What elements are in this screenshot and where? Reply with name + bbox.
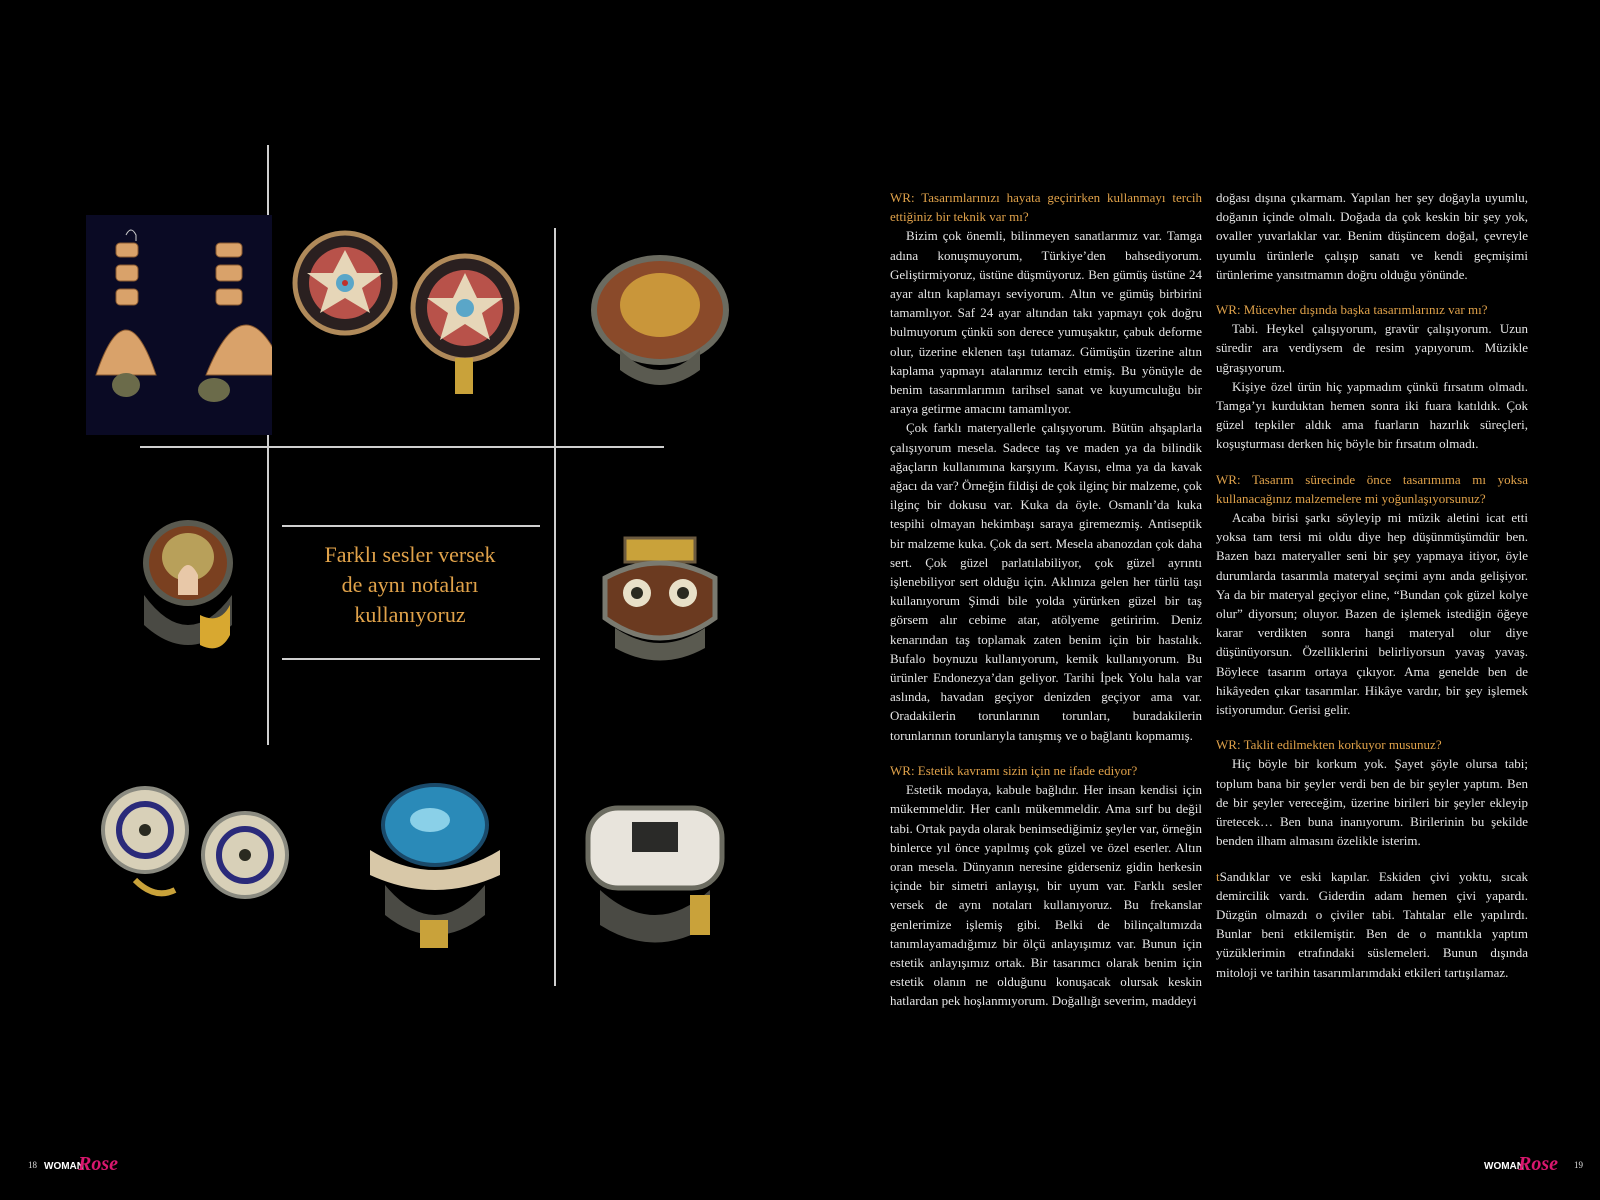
article-column-right <box>1216 188 1528 982</box>
logo-script: Rose <box>78 1153 118 1175</box>
logo-word: WOMAN <box>44 1161 84 1172</box>
paragraph: Tabi. Heykel çalışıyorum, gravür çalışıyorum. Uzun süredir ara verdiysem de resim yapıyorum. Müzikle uğraşıyorum. <box>1216 321 1528 375</box>
paragraph: Estetik modaya, kabule bağlıdır. Her insan kendisi için mükemmeldir. Her canlı mükemmeldir. Ama sırf bu değil tabi. Ortak payda olarak benimsediğimiz şeyler var, örneğin binlerce yıl önce yapılmış çok güzel ve özel eserler. Altın oran mesela. Dünyanın neresine giderseniz gidin herkesin içinde bir simetri anlayışı, bir uyum var. Farklı sesler versek de aynı notaları kullanıyoruz. Bu frekanslar genlerimize işlemiş gibi. Belki de bilinçaltımızda tanımlayamadığımız bir ölçü anlayışımız var. Bunun için estetik anlayışımız ortak. Bir tasarımcı olarak benim için estetik olanın ne olduğunu konuşacak olursak keskin hatlardan pek hoşlanmıyorum. Doğallığı severim, maddeyi <box>890 782 1202 1009</box>
ring-blue-topaz-photo <box>360 775 510 955</box>
paragraph: Çok farklı materyallerle çalışıyorum. Bütün ahşaplarla çalışıyorum mesela. Sadece taş ve maden ya da bilindik ağaçların kullanımına karşıyım. Kayısı, elma ya da kavak ağacı da var? Örneğin fildişi de çok ilginç bir malzeme, çok ilginç bir dokusu var. Kuka da öyle. Osmanlı’da kuka tespihi olmayan hekimbaşı saraya giremezmiş. Antiseptik bir malzeme kuka. Çok da sert. Mesela abanozdan çok daha sert. Çok güzel parlatılabiliyor, çok güzel ayrıntı işlenebiliyor sert olduğu için. Aklınıza gelen her türlü taşı kullanıyorum Şimdi bile yolda yürürken güzel bir taş görsem alır cebime atar, atölyeme getiririm. Deniz kenarından taş toplamak zaten benim için bir hastalık. Bufalo boynuzu kullanıyorum, kemik kullanıyorum. Bu ürünler Endonezya’dan geliyor. Tarihi İpek Yolu hala var aslında, havadan geçiyor denizden geçiyor ama var. Oradakilerin torunlarının torunları, buradakilerin torunlarının torunlarıyla tanışmış ve o bağlantı kopmamış. <box>890 420 1202 743</box>
magazine-logo-right <box>1484 1153 1570 1177</box>
cufflinks-star-photo <box>285 228 530 408</box>
pull-quote-line: Farklı sesler versek <box>324 542 496 567</box>
paragraph: doğası dışına çıkarmam. Yapılan her şey doğayla uyumlu, doğanın içinde olmalı. Doğada da çok keskin bir şey yok, ovaller yuvarlaklar var. Benim düşüncem doğal, çevreyle uyumlu ürünlerle çalışıp sanatı ve kendi geçmişimi ürünlerime yansıtmamın doğru olduğu yönünde. <box>1216 190 1528 282</box>
divider-horizontal-top <box>140 446 664 448</box>
ring-cameo-photo <box>130 515 245 655</box>
interview-question: WR: Mücevher dışında başka tasarımlarınız var mı? <box>1216 302 1488 318</box>
interview-question: WR: Tasarımlarınızı hayata geçirirken kullanmayı tercih ettiğiniz bir teknik var mı? <box>890 190 1202 225</box>
logo-script: Rose <box>1518 1153 1558 1175</box>
paragraph: Kişiye özel ürün hiç yapmadım çünkü fırsatım olmadı. Tamga’yı kurduktan hemen sonra iki fuara katıldık. Çok güzel tepkiler aldık ama fuarların hazırlık süreçleri, koşuşturması derken hiç böyle bir fırsatım olmadı. <box>1216 378 1528 452</box>
paragraph <box>1216 867 1528 982</box>
pull-quote-line: de aynı notaları <box>341 572 479 597</box>
logo-word: WOMAN <box>1484 1161 1524 1172</box>
pull-quote-line: kullanıyoruz <box>354 602 466 627</box>
interview-question: WR: Taklit edilmekten korkuyor musunuz? <box>1216 737 1442 753</box>
magazine-logo-left <box>44 1153 130 1177</box>
ring-white-square-photo <box>580 800 730 950</box>
cufflinks-evil-eye-photo <box>95 785 295 915</box>
ring-owl-photo <box>595 518 725 668</box>
paragraph: Hiç böyle bir korkum yok. Şayet şöyle olursa tabi; toplum bana bir şeyler verdi ben de bir şeyler yaptım. Ben de bir şeyler vereceğim, üzerine birileri bir şeyler ekleyip üretecek… Ben buna inanıyorum. Birilerinin bu şekilde benden ilham almasını özelikle isterim. <box>1216 756 1528 849</box>
quote-rule-top <box>282 525 540 527</box>
paragraph-lead: t <box>1216 868 1220 884</box>
interview-question: WR: Tasarım sürecinde önce tasarımıma mı yoksa kullanacağınız malzemelere mi yoğunlaşıyorsunuz? <box>1216 471 1528 506</box>
paragraph-text: Sandıklar ve eski kapılar. Eskiden çivi yoktu, sıcak demircilik vardı. Giderdin adam hemen çivi yapardı. Düzgün olmazdı o çiviler tabi. Tahtalar elle yapılırdı. Bunlar beni etkilemiştir. Ben de o mantıkla yaptım yüzüklerimin etrafındaki süslemeleri. Bunun dışında mitoloji ve tarihin tasarımlarımdaki etkileri tartışılamaz. <box>1216 868 1528 980</box>
page-number-left: 18 <box>28 1160 37 1170</box>
pull-quote <box>290 540 530 630</box>
interview-question: WR: Estetik kavramı sizin için ne ifade ediyor? <box>890 762 1138 778</box>
paragraph: Acaba birisi şarkı söyleyip mi müzik aletini icat etti yoksa tam tersi mi oldu diye hep düşünmüşümdür ben. Bazen bazı materyaller seni bir şey yapmaya itiyor, öyle durumlarda tasarımla materyal seçimi aynı anda gelişiyor. Ya da bir materyal geçiyor eline, “Bundan çok güzel kolye olur” diyorsun; oluyor. Bazen de işlemek istediğin öğeye karar verdikten sonra hangi materyal olur diye düşünüyorsun. Özelliklerini belirliyorsun yavaş yavaş. Böylece tasarım ortaya çıkıyor. Ama genelde ben de hikâyeden çıkar tasarımlar. Hikâye vardır, bir şey işlemek istiyorumdur. Gerisi gelir. <box>1216 510 1528 718</box>
paragraph: Bizim çok önemli, bilinmeyen sanatlarımız var. Tamga adına konuşmuyorum, Türkiye’den bahsediyorum. Geliştirmiyoruz, üstüne düşmüyoruz. Ben gümüş üstüne 24 ayar altın kaplamayı seviyorum. Altın ve gümüş birbirini tamamlıyor. Saf 24 ayar altından takı yapmayı çok doğru bulmuyorum çünkü son derece yumuşaktır, çabuk deforme olur, üzerine eklenen taşı tutamaz. Gümüşün üzerine altın kaplama yapmayı atalarımız tercih etmiş. Bu yönüyle de benim tasarımlarımın tarihsel sanat ve kuyumculuğu bir araya getirme amacını tamamlıyor. <box>890 228 1202 417</box>
quote-rule-bottom <box>282 658 540 660</box>
earrings-photo <box>86 215 272 435</box>
article-column-left <box>890 188 1202 1011</box>
page-number-right: 19 <box>1574 1160 1583 1170</box>
ring-amber-photo <box>590 250 730 390</box>
divider-vertical-right <box>554 228 556 986</box>
